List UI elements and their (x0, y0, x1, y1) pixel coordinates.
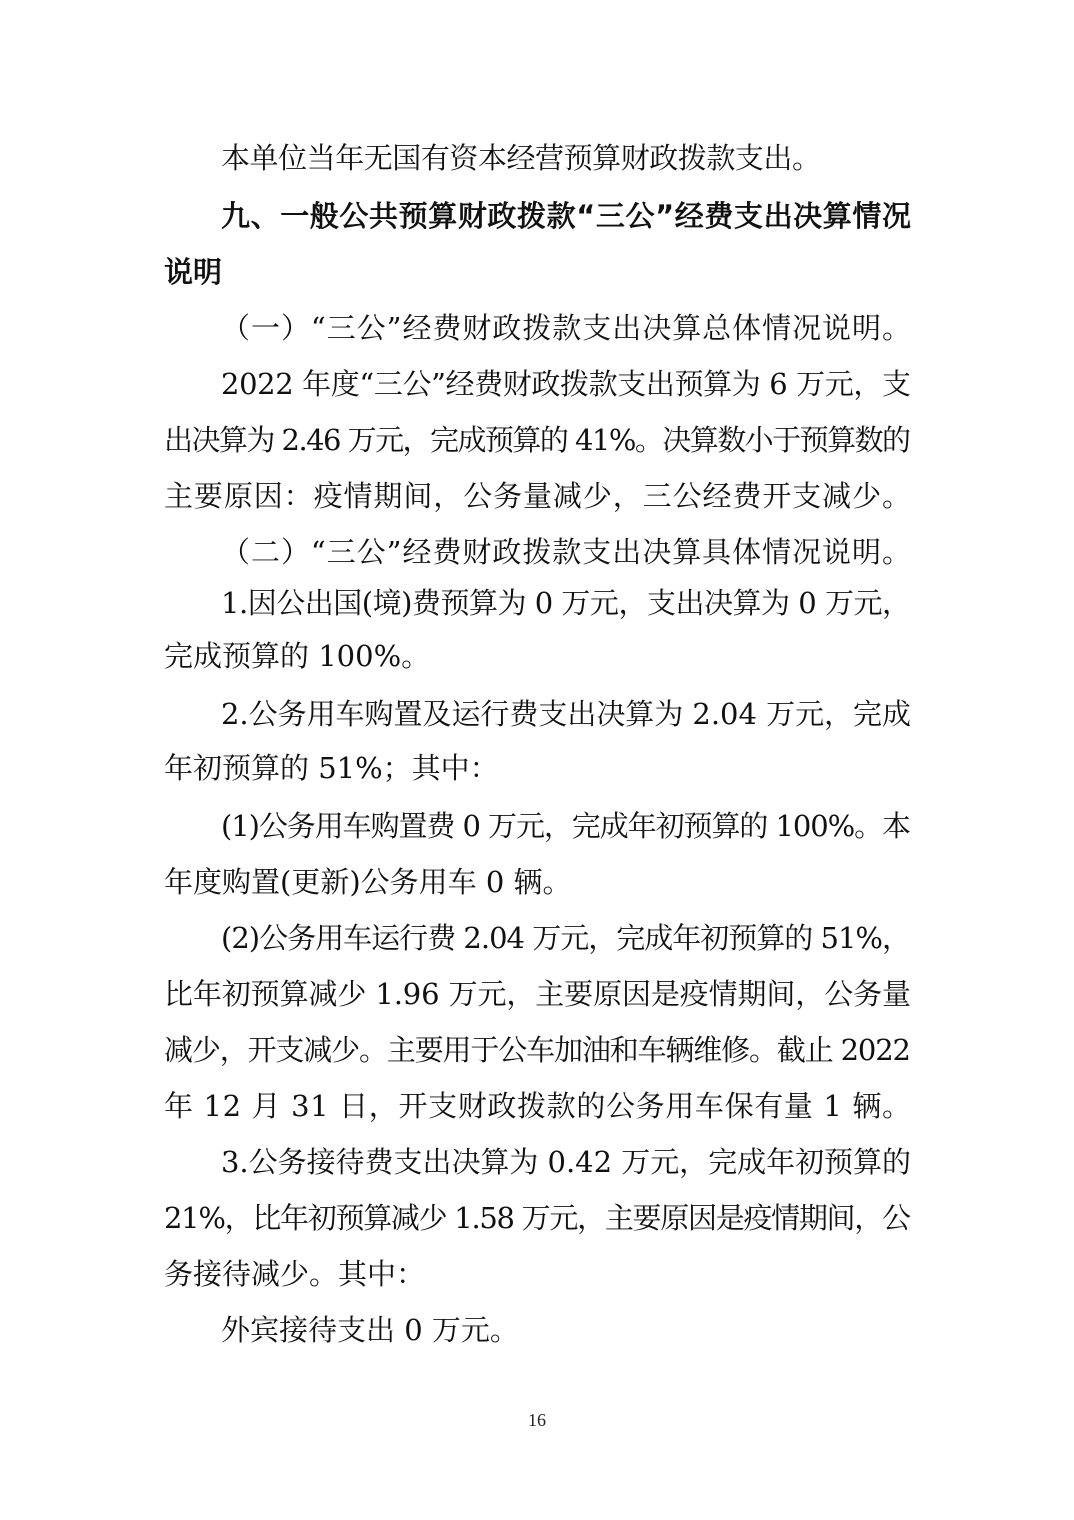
text-line: 务接待减少。其中： (164, 1257, 426, 1291)
subsection-heading: （一）“三公”经费财政拨款支出决算总体情况说明。 (221, 311, 912, 345)
text-line: 2022 年度“三公”经费财政拨款支出预算为 6 万元，支 (221, 367, 911, 401)
text-line: 外宾接待支出 0 万元。 (221, 1313, 519, 1347)
text-line: 出决算为 2.46 万元，完成预算的 41%。决算数小于预算数的 (164, 423, 910, 457)
text-line: 年度购置(更新)公务用车 0 辆。 (164, 865, 572, 899)
text-line: 完成预算的 100%。 (164, 639, 431, 673)
text-line: 本单位当年无国有资本经营预算财政拨款支出。 (221, 141, 821, 175)
text-line: 3.公务接待费支出决算为 0.42 万元，完成年初预算的 (221, 1145, 911, 1179)
text-line: 2.公务用车购置及运行费支出决算为 2.04 万元，完成 (221, 697, 911, 731)
text-line: 年 12 月 31 日，开支财政拨款的公务用车保有量 1 辆。 (164, 1089, 912, 1123)
section-heading-continued: 说明 (164, 255, 223, 289)
text-line: 比年初预算减少 1.96 万元，主要原因是疫情期间，公务量 (164, 977, 911, 1011)
text-line: (2)公务用车运行费 2.04 万元，完成年初预算的 51%， (221, 921, 911, 955)
page-number: 16 (528, 1410, 546, 1430)
text-line: 减少，开支减少。主要用于公车加油和车辆维修。截止 2022 (164, 1033, 910, 1067)
text-line: 21%，比年初预算减少 1.58 万元，主要原因是疫情期间，公 (164, 1201, 910, 1235)
text-line: (1)公务用车购置费 0 万元，完成年初预算的 100%。本 (221, 809, 910, 843)
text-line: 1.因公出国(境)费预算为 0 万元，支出决算为 0 万元， (221, 586, 911, 620)
text-line: 主要原因：疫情期间，公务量减少，三公经费开支减少。 (164, 479, 912, 513)
text-line: 年初预算的 51%；其中： (164, 751, 499, 785)
section-heading: 九、一般公共预算财政拨款“三公”经费支出决算情况 (221, 199, 912, 233)
subsection-heading: （二）“三公”经费财政拨款支出决算具体情况说明。 (221, 535, 912, 569)
